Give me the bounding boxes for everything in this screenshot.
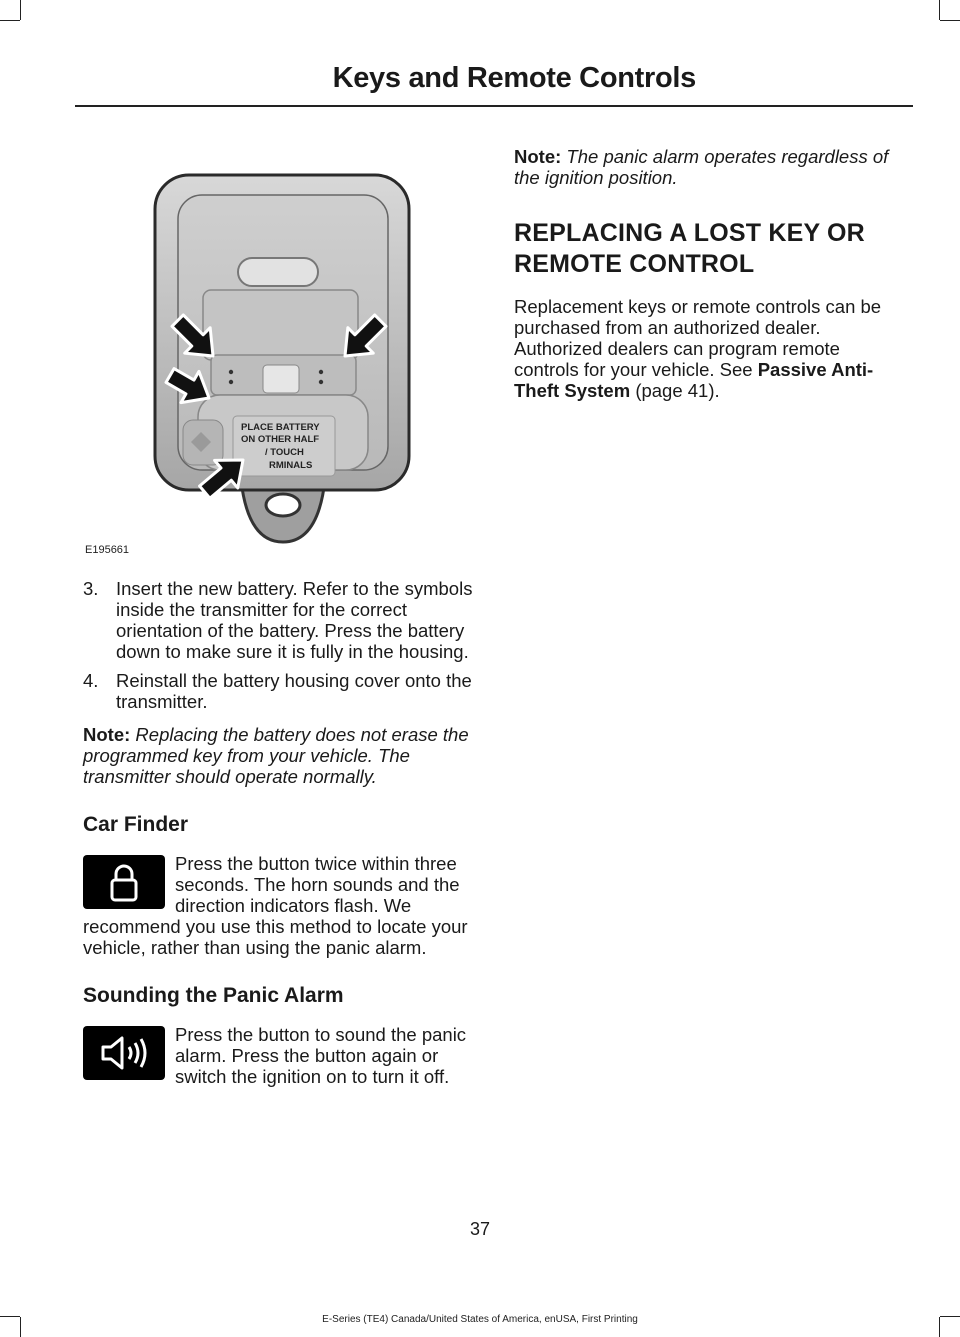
battery-label-text: PLACE BATTERY ON OTHER HALF / TOUCH RMINALS bbox=[241, 422, 320, 471]
list-item bbox=[83, 670, 478, 712]
panic-alarm-heading: Sounding the Panic Alarm bbox=[83, 984, 344, 1007]
car-finder-heading: Car Finder bbox=[83, 813, 189, 836]
step-text: Insert the new battery. Refer to the symbols inside the transmitter for the correct orientation of the battery. Press the battery down to make sure it is fully in the housing. bbox=[116, 578, 473, 662]
crop-mark bbox=[0, 20, 20, 21]
title-divider bbox=[75, 105, 913, 107]
remote-battery-figure bbox=[83, 150, 478, 565]
crop-mark bbox=[939, 0, 940, 20]
step-list bbox=[83, 578, 478, 712]
page-number: 37 bbox=[469, 1219, 491, 1239]
step-number: 3. bbox=[83, 578, 99, 599]
note-label: Note: bbox=[83, 724, 131, 745]
car-finder-text: Press the button twice within three seconds. The horn sounds and the direction indicators flash. We recommend you use this method to locate your vehicle, rather than using the panic alarm. bbox=[83, 853, 468, 958]
panic-note bbox=[514, 146, 909, 188]
left-column bbox=[83, 150, 478, 1087]
replacing-body: Replacement keys or remote controls can be purchased from an authorized dealer. Authorized dealers can program remote controls for your vehicle. See bbox=[514, 296, 882, 380]
footer-edition: E-Series (TE4) Canada/United States of America, enUSA, First Printing bbox=[322, 1314, 638, 1325]
step-number: 4. bbox=[83, 670, 99, 691]
panic-alarm-block bbox=[83, 1024, 478, 1087]
page-title: Keys and Remote Controls bbox=[332, 62, 696, 94]
horn-icon bbox=[83, 1026, 165, 1080]
replacing-text bbox=[514, 296, 909, 401]
note-text: Replacing the battery does not erase the programmed key from your vehicle. The transmitter should operate normally. bbox=[83, 724, 469, 787]
panic-alarm-text: Press the button to sound the panic alarm. Press the button again or switch the ignition on to turn it off. bbox=[175, 1024, 467, 1087]
note-label: Note: bbox=[514, 146, 562, 167]
list-item bbox=[83, 578, 478, 662]
battery-note bbox=[83, 724, 478, 787]
replacing-section-heading bbox=[514, 218, 909, 280]
heading-line: REMOTE CONTROL bbox=[514, 250, 755, 278]
crop-mark bbox=[940, 20, 960, 21]
step-text: Reinstall the battery housing cover onto the transmitter. bbox=[116, 670, 472, 712]
lock-icon bbox=[83, 855, 165, 909]
heading-line: REPLACING A LOST KEY OR bbox=[514, 219, 865, 247]
remote-transmitter-illustration bbox=[83, 150, 478, 565]
crop-mark bbox=[20, 0, 21, 20]
passive-anti-theft-link[interactable]: Passive Anti-Theft System bbox=[514, 359, 874, 401]
right-column bbox=[514, 146, 909, 401]
car-finder-block bbox=[83, 853, 478, 958]
page-reference: (page 41). bbox=[635, 380, 720, 401]
note-text: The panic alarm operates regardless of the ignition position. bbox=[514, 146, 889, 188]
figure-id: E195661 bbox=[85, 544, 130, 556]
